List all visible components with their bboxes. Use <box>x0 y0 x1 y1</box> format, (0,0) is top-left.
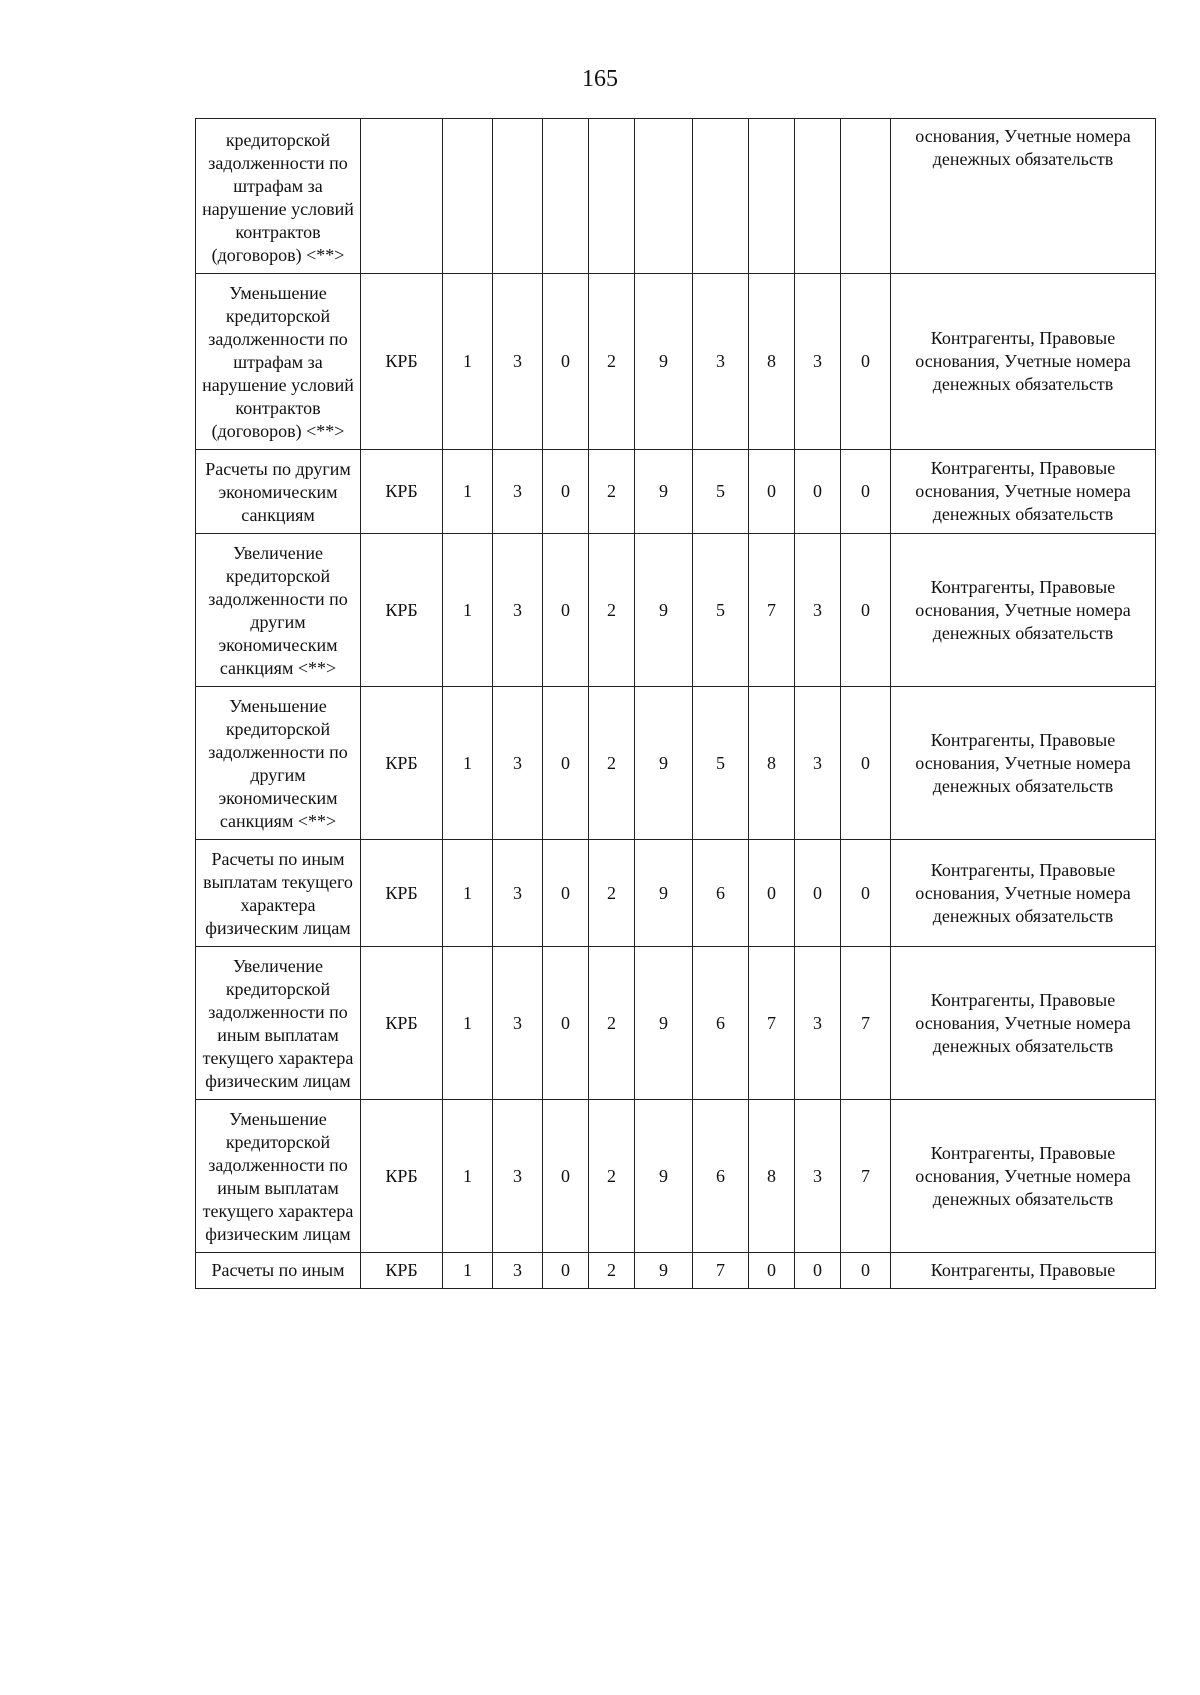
digit: 6 <box>716 1012 725 1033</box>
digit-cell <box>841 687 891 840</box>
digit: 5 <box>716 481 725 501</box>
digit-cell <box>795 1253 841 1289</box>
digit-cell <box>543 274 589 450</box>
digit-cell <box>749 534 795 687</box>
digit-cell <box>693 1100 749 1253</box>
digit-cell <box>443 1100 493 1253</box>
digit-cell <box>749 450 795 534</box>
digit: 1 <box>463 351 472 371</box>
digit-cell <box>749 1100 795 1253</box>
digit: 7 <box>861 1012 870 1033</box>
digit-cell <box>543 840 589 947</box>
digit: 0 <box>561 1012 570 1033</box>
accounts-table <box>195 118 1156 1289</box>
digit-cell <box>635 1253 693 1289</box>
digit: 0 <box>813 882 822 903</box>
digit: 2 <box>607 1165 616 1186</box>
digit-cell <box>693 534 749 687</box>
digit-cell <box>543 1253 589 1289</box>
row-name: Уменьшение кредиторской задолженности по штрафам за нарушение условий контрактов (договоров) <**> <box>202 283 354 441</box>
digit-cell <box>749 1253 795 1289</box>
digit-cell <box>443 1253 493 1289</box>
table-body <box>196 119 1156 1289</box>
digit: 1 <box>463 1012 472 1033</box>
digit: 2 <box>607 1012 616 1033</box>
digit-cell <box>543 687 589 840</box>
digit: 0 <box>561 1260 570 1280</box>
digit: 9 <box>659 481 668 501</box>
digit-cell <box>693 274 749 450</box>
digit: 2 <box>607 351 616 371</box>
digit-cell <box>543 119 589 274</box>
digit: 0 <box>813 1260 822 1280</box>
digit-cell <box>589 274 635 450</box>
digit-cell <box>795 450 841 534</box>
table-row <box>196 534 1156 687</box>
digit-cell <box>443 274 493 450</box>
digit: 3 <box>716 351 725 371</box>
basis-text: Контрагенты, Правовые <box>930 1260 1116 1280</box>
digit-cell <box>693 450 749 534</box>
digit: 8 <box>767 351 776 371</box>
digit: 0 <box>861 351 870 371</box>
digit-cell <box>493 534 543 687</box>
digit-cell <box>589 840 635 947</box>
row-name: Уменьшение кредиторской задолженности по иным выплатам текущего характера физическим лицам <box>202 1109 354 1244</box>
digit-cell <box>635 274 693 450</box>
digit-cell <box>493 840 543 947</box>
digit: 3 <box>513 599 522 620</box>
code: КРБ <box>385 1165 418 1186</box>
digit-cell <box>635 450 693 534</box>
digit-cell <box>693 840 749 947</box>
digit: 7 <box>767 1012 776 1033</box>
code: КРБ <box>385 882 418 903</box>
digit-cell <box>693 687 749 840</box>
digit-cell <box>749 687 795 840</box>
digit: 0 <box>813 481 822 501</box>
digit-cell <box>589 1253 635 1289</box>
digit-cell <box>493 687 543 840</box>
digit-cell <box>749 274 795 450</box>
code-cell <box>361 840 443 947</box>
digit: 0 <box>561 1165 570 1186</box>
digit-cell <box>841 840 891 947</box>
row-name-cell <box>196 534 361 687</box>
digit: 3 <box>813 351 822 371</box>
digit: 6 <box>716 1165 725 1186</box>
basis-cell <box>891 534 1156 687</box>
digit-cell <box>693 119 749 274</box>
digit: 0 <box>861 882 870 903</box>
digit: 0 <box>561 882 570 903</box>
digit: 3 <box>813 1165 822 1186</box>
digit-cell <box>795 947 841 1100</box>
digit-cell <box>493 450 543 534</box>
digit: 9 <box>659 351 668 371</box>
digit-cell <box>795 687 841 840</box>
row-name-cell <box>196 687 361 840</box>
digit-cell <box>693 1253 749 1289</box>
digit: 1 <box>463 599 472 620</box>
digit: 9 <box>659 599 668 620</box>
row-name-cell <box>196 1100 361 1253</box>
digit-cell <box>693 947 749 1100</box>
digit: 0 <box>767 481 776 501</box>
code: КРБ <box>385 351 418 371</box>
digit: 8 <box>767 752 776 773</box>
digit-cell <box>543 450 589 534</box>
digit-cell <box>443 840 493 947</box>
digit: 1 <box>463 1165 472 1186</box>
row-name: Увеличение кредиторской задолженности по иным выплатам текущего характера физическим лицам <box>202 956 354 1091</box>
digit: 3 <box>513 752 522 773</box>
digit-cell <box>543 947 589 1100</box>
digit-cell <box>635 687 693 840</box>
table-row <box>196 450 1156 534</box>
basis-cell <box>891 274 1156 450</box>
digit-cell <box>543 534 589 687</box>
digit: 9 <box>659 882 668 903</box>
basis-text: Контрагенты, Правовые основания, Учетные номера денежных обязательств <box>915 328 1131 394</box>
digit-cell <box>493 119 543 274</box>
code-cell <box>361 274 443 450</box>
digit-cell <box>493 1253 543 1289</box>
digit: 2 <box>607 1260 616 1280</box>
code: КРБ <box>385 481 418 501</box>
digit-cell <box>795 1100 841 1253</box>
basis-text: Контрагенты, Правовые основания, Учетные номера денежных обязательств <box>915 859 1131 926</box>
digit-cell <box>589 947 635 1100</box>
digit: 3 <box>513 481 522 501</box>
digit-cell <box>493 947 543 1100</box>
digit-cell <box>443 947 493 1100</box>
code: КРБ <box>385 1012 418 1033</box>
code-cell <box>361 1100 443 1253</box>
digit-cell <box>443 119 493 274</box>
digit: 3 <box>513 351 522 371</box>
digit: 2 <box>607 599 616 620</box>
digit: 0 <box>561 599 570 620</box>
digit: 3 <box>813 599 822 620</box>
basis-cell <box>891 450 1156 534</box>
code-cell <box>361 947 443 1100</box>
digit: 2 <box>607 882 616 903</box>
basis-cell <box>891 840 1156 947</box>
digit: 7 <box>861 1165 870 1186</box>
digit-cell <box>841 1253 891 1289</box>
digit: 1 <box>463 752 472 773</box>
row-name-cell <box>196 274 361 450</box>
digit: 3 <box>513 1165 522 1186</box>
table-row <box>196 947 1156 1100</box>
digit-cell <box>795 119 841 274</box>
digit-cell <box>749 947 795 1100</box>
digit: 1 <box>463 481 472 501</box>
digit-cell <box>443 450 493 534</box>
digit-cell <box>841 119 891 274</box>
table-row <box>196 687 1156 840</box>
row-name-cell <box>196 840 361 947</box>
digit: 5 <box>716 599 725 620</box>
digit-cell <box>795 274 841 450</box>
digit-cell <box>635 1100 693 1253</box>
digit: 0 <box>861 599 870 620</box>
code-cell <box>361 119 443 274</box>
page-number: 165 <box>582 66 618 92</box>
basis-cell <box>891 1100 1156 1253</box>
digit: 7 <box>716 1260 725 1280</box>
row-name-cell <box>196 119 361 274</box>
digit-cell <box>635 947 693 1100</box>
code-cell <box>361 687 443 840</box>
digit: 1 <box>463 882 472 903</box>
digit-cell <box>589 119 635 274</box>
digit-cell <box>795 534 841 687</box>
row-name: Расчеты по иным выплатам текущего характера физическим лицам <box>203 849 353 938</box>
digit-cell <box>589 534 635 687</box>
code-cell <box>361 450 443 534</box>
digit: 0 <box>861 752 870 773</box>
digit: 7 <box>767 599 776 620</box>
digit-cell <box>841 534 891 687</box>
digit: 0 <box>861 1260 870 1280</box>
digit: 0 <box>561 481 570 501</box>
digit: 5 <box>716 752 725 773</box>
basis-text: Контрагенты, Правовые основания, Учетные номера денежных обязательств <box>915 989 1131 1056</box>
row-name-cell <box>196 450 361 534</box>
digit: 2 <box>607 752 616 773</box>
digit: 1 <box>463 1260 472 1280</box>
digit: 3 <box>513 882 522 903</box>
digit-cell <box>589 450 635 534</box>
digit-cell <box>443 687 493 840</box>
digit-cell <box>443 534 493 687</box>
row-name: кредиторской задолженности по штрафам за нарушение условий контрактов (договоров) <**> <box>202 130 354 265</box>
code-cell <box>361 534 443 687</box>
digit-cell <box>543 1100 589 1253</box>
table-row <box>196 840 1156 947</box>
digit: 3 <box>813 752 822 773</box>
digit: 3 <box>513 1260 522 1280</box>
digit-cell <box>841 274 891 450</box>
digit-cell <box>841 1100 891 1253</box>
digit: 9 <box>659 1165 668 1186</box>
basis-text: Контрагенты, Правовые основания, Учетные номера денежных обязательств <box>915 576 1131 643</box>
table-row <box>196 1253 1156 1289</box>
row-name: Расчеты по другим экономическим санкциям <box>205 459 351 525</box>
digit: 3 <box>513 1012 522 1033</box>
digit-cell <box>795 840 841 947</box>
basis-cell <box>891 687 1156 840</box>
digit-cell <box>635 534 693 687</box>
code-cell <box>361 1253 443 1289</box>
digit: 0 <box>767 1260 776 1280</box>
digit: 0 <box>767 882 776 903</box>
table-row <box>196 1100 1156 1253</box>
row-name-cell <box>196 1253 361 1289</box>
table-row <box>196 119 1156 274</box>
basis-text: Контрагенты, Правовые основания, Учетные номера денежных обязательств <box>915 1142 1131 1209</box>
digit: 9 <box>659 752 668 773</box>
basis-cell <box>891 1253 1156 1289</box>
digit: 3 <box>813 1012 822 1033</box>
digit-cell <box>749 119 795 274</box>
basis-text: Контрагенты, Правовые основания, Учетные номера денежных обязательств <box>915 458 1131 524</box>
row-name: Расчеты по иным <box>211 1260 345 1280</box>
digit: 6 <box>716 882 725 903</box>
digit-cell <box>749 840 795 947</box>
digit-cell <box>589 1100 635 1253</box>
table-row <box>196 274 1156 450</box>
basis-cell <box>891 947 1156 1100</box>
basis-text: основания, Учетные номера денежных обязательств <box>915 126 1131 169</box>
digit: 0 <box>561 752 570 773</box>
digit-cell <box>589 687 635 840</box>
code: КРБ <box>385 599 418 620</box>
digit-cell <box>635 840 693 947</box>
code: КРБ <box>385 1260 418 1280</box>
digit-cell <box>841 450 891 534</box>
basis-text: Контрагенты, Правовые основания, Учетные номера денежных обязательств <box>915 729 1131 796</box>
digit: 9 <box>659 1260 668 1280</box>
digit: 0 <box>861 481 870 501</box>
row-name-cell <box>196 947 361 1100</box>
basis-cell <box>891 119 1156 274</box>
digit: 9 <box>659 1012 668 1033</box>
row-name: Уменьшение кредиторской задолженности по другим экономическим санкциям <**> <box>208 696 348 831</box>
digit: 2 <box>607 481 616 501</box>
digit: 8 <box>767 1165 776 1186</box>
digit-cell <box>841 947 891 1100</box>
digit-cell <box>635 119 693 274</box>
digit: 0 <box>561 351 570 371</box>
digit-cell <box>493 1100 543 1253</box>
digit-cell <box>493 274 543 450</box>
code: КРБ <box>385 752 418 773</box>
row-name: Увеличение кредиторской задолженности по другим экономическим санкциям <**> <box>208 543 348 678</box>
